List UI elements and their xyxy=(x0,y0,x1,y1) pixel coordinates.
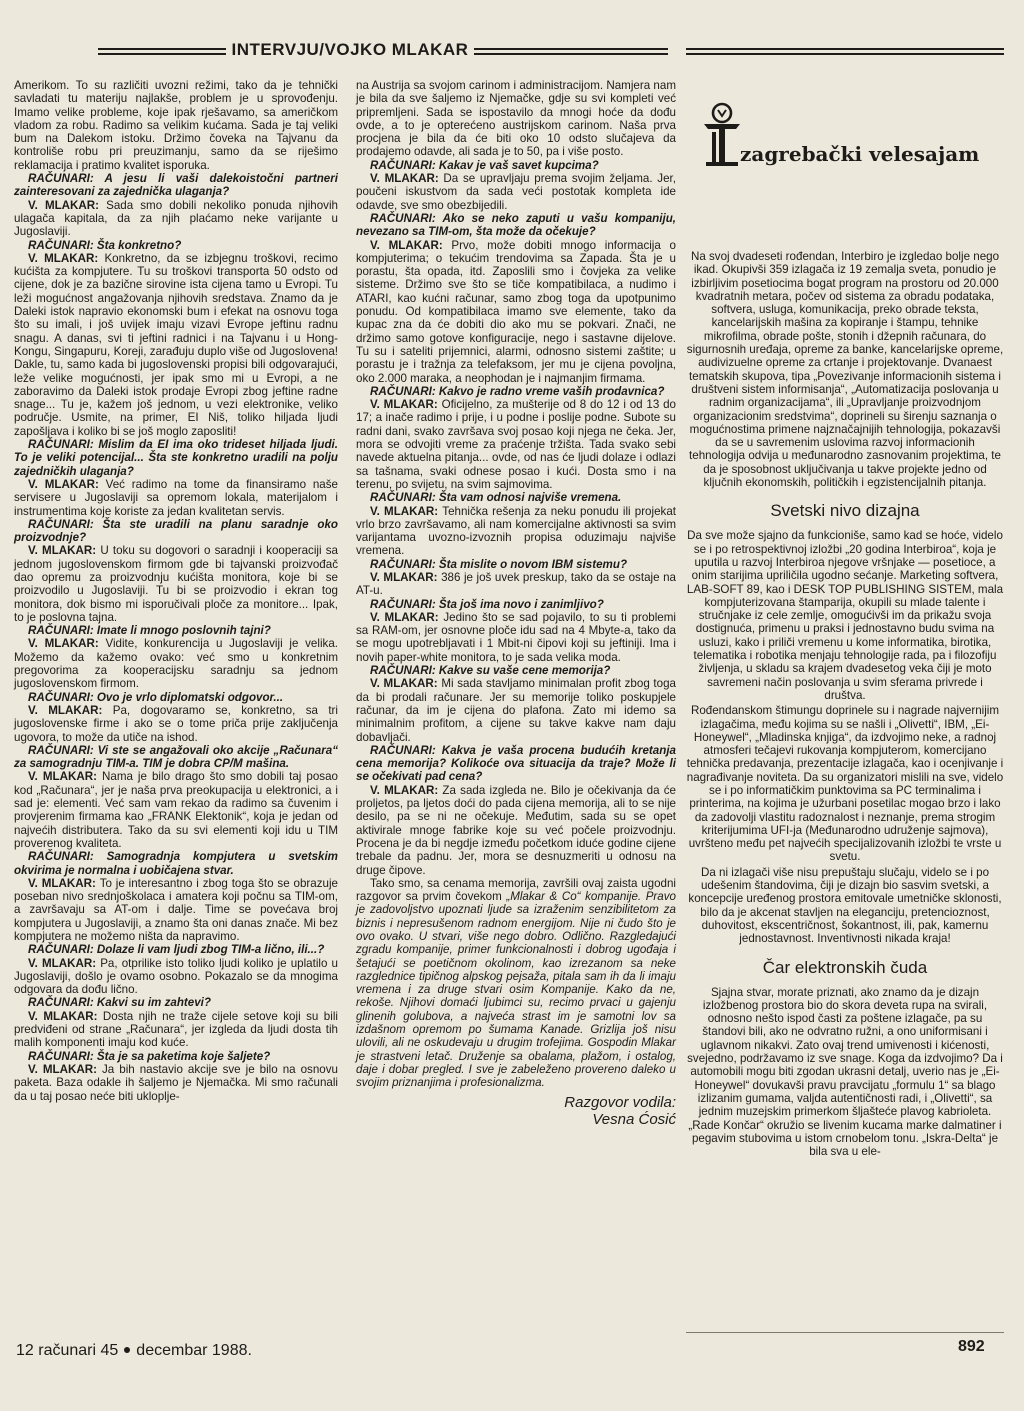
footer-date: decembar 1988. xyxy=(136,1342,252,1359)
interviewer-question: RAČUNARI: Šta vam odnosi najviše vremena. xyxy=(370,491,622,505)
interviewer-question: RAČUNARI: Vi ste se angažovali oko akcije „Računara“ za samogradnju TIM-a. TIM je dobra CP/M mašina. xyxy=(14,743,338,771)
speaker-label: V. MLAKAR: xyxy=(28,876,100,890)
article-paragraph xyxy=(14,943,338,956)
article-paragraph xyxy=(356,784,676,877)
article-paragraph xyxy=(356,571,676,598)
sidebar-intro: Na svoj dvadeseti rođendan, Interbiro je izgledao bolje nego ikad. Okupivši 359 izlagača iz 19 zemalja sveta, ponudio je izbirljivim posetiocima bogat program na prostoru od 20.000 kvadratnih metara, počev od sistema za obradu podataka, softvera, usluga, komunikacija, preko obrade teksta, kancelarijskih mašina za kopiranje i štampu, tehnike mikrofilma, obrade pošte, stonih i džepnih računara, do sigurnosnih uređaja, opreme za banke, kancelarijske opreme, audivizuelne opreme za crtanje i projektovanje. Dvanaest tematskih skupova, tipa „Povezivanje informacionih sistema i društveni sistem informisanja“, „Automatizacija poslovanja u radnim organizacijama“, ili „Upravljanje proizvodnjom organizacionim sredstvima“, doprineli su širenju saznanja o mogućnostima primene najznačajnijih tehnologija, pokazavši da se u savremenim uslovima razvoj informacionih tehnologija odvija u međunarodno zasnovanim projektima, te da je sposobnost uključivanja u takve projekte jedno od ključnih ekonomskih, političkih i egzistencijalnih pitanja. xyxy=(686,250,1004,490)
article-paragraph xyxy=(356,611,676,664)
interviewer-question: RAČUNARI: Mislim da EI ima oko trideset hiljada ljudi. To je veliki potencijal... Šta ste konkretno uradili na polju zajedničkih ulaganja? xyxy=(14,438,338,478)
article-paragraph xyxy=(356,159,676,172)
article-paragraph xyxy=(356,239,676,385)
speaker-label: V. MLAKAR: xyxy=(28,956,101,970)
sidebar-paragraph: Rođendanskom štimungu doprinele su i nagrade najvernijim izlagačima, među kojima su se našli i „Olivetti“, IBM, „Ei-Honeywel“, „Mladinska knjiga“, da izdvojimo neke, a radnoj atmosferi tečajevi rukovanja kompjuterom, komercijano tehnička predavanja, prezentacije izlagača, kao i ocenjivanje i nagrađivanje noviteta. Da su organizatori mislili na sve, videlo se i po informatičkim punktovima sa PC terminalima i printerima, na kojima je užurbani posetilac mogao brzo i lako da zadovolji vlastitu radoznalost i neznanje, prema strogim kriterijumima UFI-ja (Međunarodno udruženje sajmova), uvršteno među pet najvećih specijalizovanih izložbi te vrste u svetu. xyxy=(686,704,1004,864)
paragraph-text: Sada smo dobili nekoliko ponuda njihovih ulagača kapitala, da za njih plaćamo neke varijante u Jugoslaviji. xyxy=(14,198,338,239)
zagreb-fair-logo xyxy=(702,102,1002,176)
paragraph-text: na Austrija sa svojom carinom i administracijom. Namjera nam je bila da sve šaljemo iz Njemačke, gdje su svi kompleti već pripremljeni. Sada se ispostavilo da mnogi hoće da dođu ovde, a to je opterećeno austrijskom carinom. Naša prva procjena je bila da će biti oko 10 odsto slučajeva da prodajemo odavde, ali sada je to 50, pa i više posto. xyxy=(356,79,676,159)
byline xyxy=(356,1094,676,1128)
article-column-2 xyxy=(356,79,676,1128)
article-paragraph xyxy=(14,850,338,877)
italic-text: „Mlakar & Co“ kompanije. Pravo je zadovoljstvo upoznati ljude sa izraženim senzibilitetom za biznis i nepresušenom radnom energijom. Nije ni čudo što je ovo ovako. U stvari, više nego dobro. Odlično. Razgledajući zgradu kompanije, primer funkcionalnosti i dobrog ugođaja i šetajući se poetičnom okolinom, kao izrezanom sa neke razglednice tipičnog alpskog pejsaža, pitala sam ih da li imaju vremena i za druge stvari osim Kompanije. Kako da ne, rekoše. Njihovi domaći ljubimci su, recimo prvaci u gajenju glinenih golubova, a najveća strast im je samotni lov sa izdašnom opremom po šumama Kanade. Grizlija još nisu ulovili, ali ne oskudevaju u drugim trofejima. Gospodin Mlakar je strastveni letač. Druženje sa obalama, plažom, i ostalog, daje i dobar pregled. I sve je zabeleženo provereno daleko u svojim priznanjima i profesionalizma. xyxy=(356,890,676,1090)
speaker-label: V. MLAKAR: xyxy=(370,238,452,252)
page-number: 892 xyxy=(958,1338,985,1355)
interviewer-question: RAČUNARI: Ovo je vrlo diplomatski odgovor... xyxy=(28,690,284,704)
subheading-1: Svetski nivo dizajna xyxy=(770,501,920,521)
paragraph-text: Konkretno, da se izbjegnu troškovi, recimo kućišta za kompjutere. Tu su troškovi transporta 50 odsto od cijene, dok je za bazične sirovine ista cijena tamo u Evropi. Tu leži mogućnost angažovanja njihovih sredstava. Znamo da je Daleki istok napravio ekonomski bum i efekat na osnovu toga što su imali, i još uvijek imaju vizavi Evrope jeftinu radnu snagu. A danas, svi ti jeftini radnici i na Tajvanu i u Hong-Kongu, Singapuru, Koreji, zarađuju duplo više od Jugoslovena! Dakle, tu, samo kada bi jugoslovenski propisi bili odgovarajući, leže velike mogućnosti, jer ipak smo mi u Evropi, a ne zaboravimo da Daleki istok prodaje Evropi zbog jeftine radne snage... Tu je, kažem još jednom, u vezi elektronike, veliko područje. Usmite, na primer, EI Niš, toliko hiljada ljudi zapošljava i koliko bi se još moglo zaposliti! xyxy=(14,251,338,438)
paragraph-text: Da se upravljaju prema svojim željama. Jer, poučeni iskustvom da sada veći postotak kompleta ide odavde, sve smo obezbijedili. xyxy=(356,172,676,212)
header-rule-right xyxy=(474,48,668,55)
article-paragraph xyxy=(14,544,338,624)
speaker-label: V. MLAKAR: xyxy=(28,198,107,212)
speaker-label: V. MLAKAR: xyxy=(28,544,101,558)
speaker-label: V. MLAKAR: xyxy=(370,610,444,624)
article-paragraph xyxy=(14,438,338,478)
article-paragraph xyxy=(356,212,676,239)
speaker-label: V. MLAKAR: xyxy=(370,172,444,186)
article-paragraph xyxy=(356,172,676,212)
article-paragraph xyxy=(14,624,338,637)
speaker-label: V. MLAKAR: xyxy=(370,677,442,691)
speaker-label: V. MLAKAR: xyxy=(28,637,106,651)
paragraph-text: Ja bih nastavio akcije sve je bilo na osnovu paketa. Baza odakle ih šaljemo je Njemačka. Mi smo računali da u taj posao neće biti ukloplje- xyxy=(14,1062,338,1103)
bullet-icon xyxy=(124,1347,130,1353)
article-paragraph xyxy=(14,637,338,690)
interviewer-question: RAČUNARI: Šta mislite o novom IBM sistemu? xyxy=(370,557,628,571)
header-band xyxy=(0,40,1024,64)
interviewer-question: RAČUNARI: Ako se neko zaputi u vašu kompaniju, nevezano sa TIM-om, šta može da očekuje? xyxy=(356,211,676,239)
article-paragraph xyxy=(14,877,338,943)
speaker-label: V. MLAKAR: xyxy=(370,570,442,584)
interviewer-question: RAČUNARI: Šta konkretno? xyxy=(28,238,182,252)
header-rule-far xyxy=(686,48,1004,55)
speaker-label: V. MLAKAR: xyxy=(370,504,443,518)
article-paragraph xyxy=(14,172,338,199)
paragraph-text: Oficijelno, za mušterije od 8 do 12 i od 13 do 17; a inače radimo i prije, i u podne i poslije podne. Subote su radni dani, svako završava svoj posao koji njega ne čeka. Jer, mora se odvojiti vreme za praćenje tržišta. Tada svako sebi navede aktuelna pitanja... ovde, od nas će ljudi dolaze i odlazi sa tašnama, svaki odnese posao i kući. Dosta smo i na terenu, po svijetu, na svim sajmovima. xyxy=(356,398,676,491)
interviewer-question: RAČUNARI: Kakve su vaše cene memorija? xyxy=(370,664,611,678)
interviewer-question: RAČUNARI: Šta još ima novo i zanimljivo? xyxy=(370,597,604,611)
footer-rule xyxy=(686,1332,1004,1333)
paragraph-text: Nama je bilo drago što smo dobili taj posao kod „Računara“, jer je naša prva preokupacija u elektronici, a i sad je: elementi. Već sam vam rekao da radimo sa čuvenim i provjerenim firmama kao „FRANK Elektonik“, koja je jedan od najvećih distributera. Tako da su svi elementi koji idu u TIM proverenog kvaliteta. xyxy=(14,770,338,850)
article-paragraph xyxy=(356,598,676,611)
article-paragraph xyxy=(14,744,338,771)
interviewer-question: RAČUNARI: Šta je sa paketima koje šaljete? xyxy=(28,1049,271,1063)
sidebar-column xyxy=(686,250,1004,1160)
subheading-2: Čar elektronskih čuda xyxy=(762,957,928,977)
header-rule-left xyxy=(98,48,226,55)
interviewer-question: RAČUNARI: Kakvi su im zahtevi? xyxy=(28,996,211,1010)
article-paragraph xyxy=(14,1063,338,1103)
article-paragraph xyxy=(356,877,676,1090)
article-paragraph xyxy=(356,744,676,784)
sidebar-paragraph: Da ni izlagači više nisu prepuštaju slučaju, videlo se i po udešenim štandovima, čiji je dizajn bio sasvim svetski, a koncepcije uređenog prostora emitovale umetničke sklonosti, bilo da je akcenat stavljen na eleganciju, pretencioznost, duhovitost, ekscentričnost, šokantnost, ili, pak, kamernu jednostavnost. Inventivnosti nikada kraja! xyxy=(688,865,1002,946)
paragraph-text: Vidite, konkurencija u Jugoslaviji je velika. Možemo da kažemo ovako: već smo u konkretnim pregovorima za kooperacijsku saradnju sa jednom jugoslovenskom firmom. xyxy=(14,637,338,691)
article-paragraph xyxy=(356,491,676,504)
interviewer-question: RAČUNARI: Šta ste uradili na planu saradnje oko proizvodnje? xyxy=(14,517,338,545)
article-paragraph xyxy=(14,704,338,744)
speaker-label: V. MLAKAR: xyxy=(28,1062,102,1076)
interviewer-question: RAČUNARI: A jesu li vaši dalekoistočni partneri zainteresovani za zajednička ulaganja? xyxy=(14,172,338,199)
article-paragraph xyxy=(14,199,338,239)
article-paragraph xyxy=(14,996,338,1009)
paragraph-text: Pa, dogovaramo se, konkretno, sa tri jugoslovenske firme i ako se o tome priča prije zaključenja ugovora, to može da utiče na ishod. xyxy=(14,703,338,744)
paragraph-text: Tehnička rešenja za neku ponudu ili projekat vrlo brzo završavamo, ali nam komercijalne aktivnosti sa svim varijantama uvozno-izvoznih propisa oduzimaju najviše vremena. xyxy=(356,504,676,558)
article-paragraph xyxy=(14,239,338,252)
article-paragraph xyxy=(356,505,676,558)
byline-author: Vesna Ćosić xyxy=(592,1110,676,1128)
fair-name: zagrebački velesajam xyxy=(740,142,980,166)
article-paragraph xyxy=(14,1050,338,1063)
sidebar-paragraph: Da sve može sjajno da funkcioniše, samo kad se hoće, videlo se i po retrospektivnoj izložbi „20 godina Interbiroa“, koja je uputila u razvoj Interbiroa njegove vršnjake — posetioce, a onim starijima upriličila ugodno sećanje. Marketing softvera, LAB-SOFT 89, kao i DESK TOP PUBLISHING SISTEM, mala kompjuterizovana štamparija, okupili su mlade talente i stručnjake iz cele zemlje, omogućivši im da prikažu svoja dostignuća, primenu u praksi i jednostavno budu svima na usluzi, kako i priliči vremenu u kome informatika, birotika, telematika i robotika menjaju tehnologije rada, pa i filozofiju življenja, u skladu sa krajem dvadesetog veka čiji je moto savremeni način poslovanja u svim sferama privrede i društva. xyxy=(686,529,1004,702)
speaker-label: V. MLAKAR: xyxy=(28,770,102,784)
interviewer-question: RAČUNARI: Samogradnja kompjutera u svetskim okvirima je normalna i uobičajena stvar. xyxy=(14,850,338,877)
paragraph-text: Pa, otprilike isto toliko ljudi koliko je uplatilo u Jugoslaviji, došlo je ovamo osobno. Pokazalo se da mnogima odgovara da dođu lično. xyxy=(14,956,338,997)
paragraph-text: Za sada izgleda ne. Bilo je očekivanja da će proljetos, pa ljetos doći do pada cijena memorija, ali to se nije desilo, pa se ni ne očekuje. Međutim, sada su se opet aktivirale mnoge fabrike koje su već počele proizvodnju. Procena je da bi negdje između početkom iduće godine cijene trebale da padnu. Jer, mora se desnuzmeriti u odnosu na druge čipove. xyxy=(356,783,676,877)
article-paragraph xyxy=(14,252,338,438)
article-paragraph xyxy=(356,385,676,398)
article-paragraph xyxy=(356,398,676,491)
sidebar-paragraph: Sjajna stvar, morate priznati, ako znamo da je dizajn izložbenog prostora bio do skora deveta rupa na svirali, odnosno nešto ispod časti za poštene izlagače, pa su štandovi bili, ako ne odvratno ružni, a ono uniformisani i uglavnom nikakvi. Zato ovaj trend umivenosti i kićenosti, svejedno, podržavamo iz sve snage. Koga da izdvojimo? Da i automobili mogu biti zgodan ukrasni detalj, uverio nas je „Ei-Honeywel“ dovukavši pravu pravcijatu „formulu 1“ sa blago izlizanim gumama, valjda autentičnosti radi, i „Olivetti“, sa jednim muzejskim primerkom šljašteće plavog kabrioleta. „Rade Končar“ okružio se livenim kucama marke dalmatiner i pegavim stubovima u istom crnobelom tonu. „Iskra-Delta“ je bila sva u ele- xyxy=(687,985,1003,1159)
fair-emblem-icon xyxy=(702,102,742,168)
section-title: INTERVJU/VOJKO MLAKAR xyxy=(231,40,469,59)
article-paragraph xyxy=(14,79,338,172)
paragraph-text: To je interesantno i zbog toga što se obrazuje poseban nivo srednjoškolaca i amatera koji počnu sa TIM-om, a završavaju sa AT-om i dalje. Time se povećava broj kompjutera u Jugoslaviji, a znamo šta oni danas znače. Mi bez kompjutera ne možemo ništa da napravimo. xyxy=(14,876,338,943)
speaker-label: V. MLAKAR: xyxy=(28,703,113,717)
paragraph-text: Tako smo, sa cenama memorija, završili ovaj zaista ugodni razgovor sa prvim čovekom xyxy=(356,876,676,904)
article-paragraph xyxy=(356,79,676,159)
article-paragraph xyxy=(14,1010,338,1050)
interviewer-question: RAČUNARI: Kakav je vaš savet kupcima? xyxy=(370,158,599,172)
interviewer-question: RAČUNARI: Kakva je vaša procena budućih kretanja cena memorija? Kolikoće ova situacija da traje? Može li se očekivati pad cena? xyxy=(356,743,676,784)
paragraph-text: Mi sada stavljamo minimalan profit zbog toga da bi prodali računare. Jer su memorije toliko poskupjele računar, da im je cijena do plafona. Zato mi idemo sa minimalnim profitom, a cijene su takve kakve nam daju dobavljači. xyxy=(356,677,676,744)
paragraph-text: Amerikom. To su različiti uvozni režimi, tako da je tehnički savladati tu materiju najlakše, problem je u sprovođenju. Imamo velike probleme, koje ipak rješavamo, sa američkom vladom za robu. Radimo sa velikim kućama. Sada je taj veliki bum na Dalekom istoku. Držimo čoveka na Tajvanu da kontroliše robu pri preuzimanju, samo da se riješimo reklamacija i pratimo kvalitet isporuka. xyxy=(14,79,338,172)
article-paragraph xyxy=(14,478,338,518)
article-paragraph xyxy=(356,677,676,743)
article-column-1 xyxy=(14,79,338,1103)
paragraph-text: Prvo, može dobiti mnogo informacija o kompjuterima; o tekućim trendovima sa Zapada. Šta je u porastu, šta opada, itd. Zaposlili smo i čovjeka za velike sisteme. Držimo sve što se tiče kompatibilaca, a nudimo i ATARI, kao kućni računar, samo zbog toga da upotpunimo ponudu. Od kompatibilaca imamo sve elemente, tako da kupac zna da će dobiti dio ako mu se pokvari. Znači, ne držimo samo gotove konfiguracije, nego i sastavne dijelove. Tu su i sateliti prijemnici, alarmi, odnosno sistemi zaštite; u porastu je i tražnja za telefaksom, jer mu je cijena povoljna, oko 2.000 maraka, a neophodan je i najmanjim firmama. xyxy=(356,238,676,385)
article-paragraph xyxy=(14,691,338,704)
paragraph-text: Već radimo na tome da finansiramo naše servisere u Jugoslaviji sa opremom lokala, materijalom i instrumentima koje koriste za jedan kvalitetan servis. xyxy=(14,477,338,518)
article-paragraph xyxy=(356,664,676,677)
speaker-label: V. MLAKAR: xyxy=(28,251,105,265)
speaker-label: V. MLAKAR: xyxy=(28,477,106,491)
article-paragraph xyxy=(14,957,338,997)
byline-label: Razgovor vodila: xyxy=(564,1093,676,1111)
interviewer-question: RAČUNARI: Kakvo je radno vreme vaših prodavnica? xyxy=(370,384,665,398)
footer-issue: 12 računari 45 xyxy=(16,1342,119,1359)
interviewer-question: RAČUNARI: Dolaze li vam ljudi zbog TIM-a lično, ili...? xyxy=(28,943,325,957)
paragraph-text: Dosta njih ne traže cijele setove koji su bili predviđeni od strane „Računara“, jer izgleda da ljudi dosta tih malih komponenti imaju kod kuće. xyxy=(14,1009,338,1050)
speaker-label: V. MLAKAR: xyxy=(28,1009,103,1023)
paragraph-text: 386 je još uvek preskup, tako da se ostaje na AT-u. xyxy=(356,570,676,598)
article-paragraph xyxy=(14,770,338,850)
speaker-label: V. MLAKAR: xyxy=(370,783,443,797)
paragraph-text: Jedino što se sad pojavilo, to su ti problemi sa RAM-om, jer osnovne ploče idu sad na 4 Mbyte-a, tako da se mogu upotrebljavati i 1 Mbit-ni čipovi koji su jeftiniji. Ima i novih paper-white monitora, to je sada velika moda. xyxy=(356,610,676,664)
article-paragraph xyxy=(356,558,676,571)
speaker-label: V. MLAKAR: xyxy=(370,398,442,412)
paragraph-text: U toku su dogovori o saradnji i kooperaciji sa jednom jugoslovenskom firmom gde bi tajvanski proizvođač dao opremu za proizvodnju kućišta monitora, koje bi se proizvodilo u Jugoslaviji. Tu bi se proizvodio i ekran tog monitora, dok bismo mi isporučivali ploče za monitore... Ipak, to je poslovna tajna. xyxy=(14,544,338,624)
interviewer-question: RAČUNARI: Imate li mnogo poslovnih tajni? xyxy=(28,624,271,638)
article-paragraph xyxy=(14,518,338,545)
footer-folio xyxy=(16,1342,252,1360)
